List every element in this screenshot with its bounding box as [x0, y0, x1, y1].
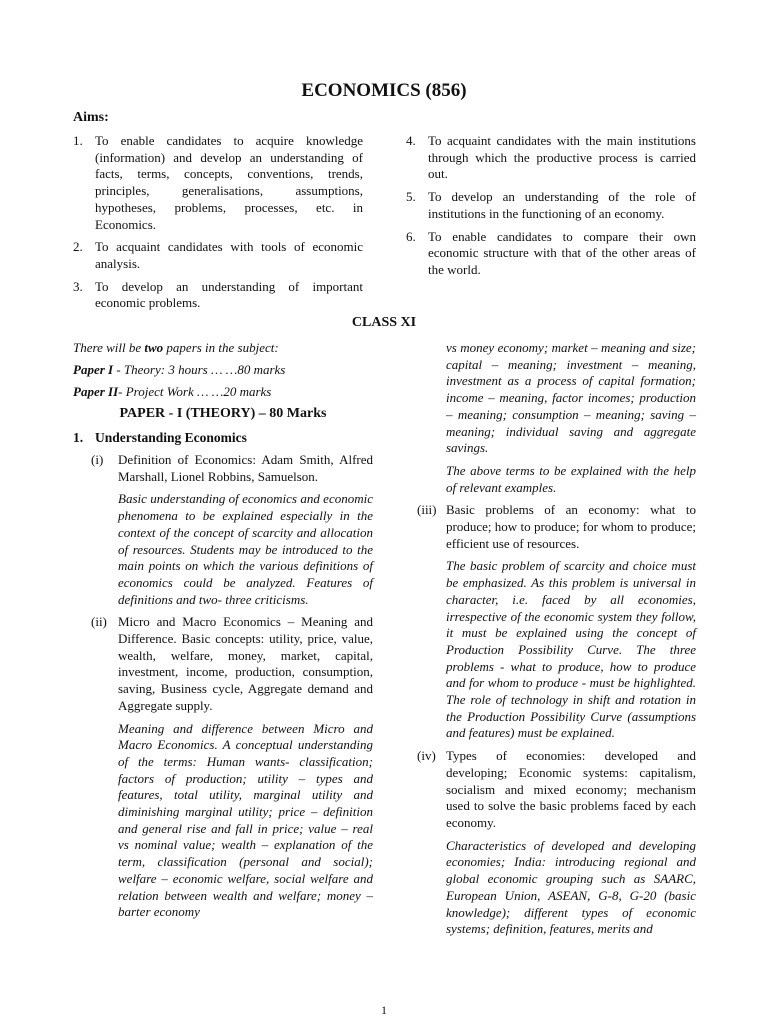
topic-text: Micro and Macro Economics – Meaning and Difference. Basic concepts: utility, price, value, wealth, welfare, money, market, capital, investment, income, production, consumption, saving, Business cycle, Aggregate demand and Aggregate supply. — [118, 614, 373, 713]
aim-item — [73, 133, 363, 233]
paper1-label: Paper I — [73, 362, 114, 377]
topic-note-text: Characteristics of developed and developing economies; India: introducing regional and global economic grouping such as SAARC, European Union, ASEAN, G-8, G-20 (basic knowledge); different types of economic systems; definition, features, merits and — [446, 837, 696, 937]
section-number: 1. — [73, 430, 84, 445]
topic-item — [73, 452, 373, 485]
topic-note — [73, 721, 373, 921]
topic-note — [406, 838, 696, 938]
topic-text: Basic problems of an economy: what to produce; how to produce; for whom to produce; efficient use of resources. — [446, 502, 696, 551]
topic-note — [406, 463, 696, 496]
topic-note-text: The basic problem of scarcity and choice must be emphasized. As this problem is universal in character, i.e. faced by all economies, irrespective of the economic system they follow, it must be explained using the concept of Production Possibility Curve. The three problems - what to produce, how to produce and for whom to produce - must be highlighted. The role of technology in shift and rotation in the Production Possibility Curve (assumptions and features) must be explained. — [446, 558, 696, 741]
aim-item — [73, 239, 363, 272]
topic-text: Definition of Economics: Adam Smith, Alfred Marshall, Lionel Robbins, Samuelson. — [118, 452, 373, 484]
aim-number: 5. — [406, 189, 416, 205]
aim-number: 6. — [406, 228, 416, 244]
intro-text: There will be — [73, 340, 145, 355]
right-column — [406, 340, 696, 944]
topic-text: Types of economies: developed and developing; Economic systems: capitalism, socialism and mixed economy; mechanism used to solve the basic problems faced by each economy. — [446, 748, 696, 830]
topic-note — [406, 558, 696, 742]
intro-text: papers in the subject: — [163, 340, 279, 355]
page-title: ECONOMICS (856) — [301, 80, 467, 101]
aim-text: To enable candidates to acquire knowledge (information) and develop an understanding of facts, terms, concepts, conventions, trends, principles, generalisations, assumptions, hypotheses, problems, processes, etc. in Economics. — [95, 133, 363, 232]
aim-number: 1. — [73, 133, 83, 148]
topic-note-text: vs money economy; market – meaning and size; capital – meaning; investment – meaning, investment as a process of capital formation; income – meaning, factor incomes; production – meaning; consumption – meaning; saving – meaning; individual saving and aggregate savings. — [446, 340, 696, 456]
aim-number: 2. — [73, 239, 83, 255]
paper-heading: PAPER - I (THEORY) – 80 Marks — [119, 406, 327, 421]
topic-item — [406, 748, 696, 832]
papers-intro — [73, 340, 373, 356]
topic-note — [73, 491, 373, 608]
aim-text: To enable candidates to compare their own economic structure with that of the other areas of the world. — [428, 228, 696, 277]
aim-number: 3. — [73, 278, 83, 294]
aim-item — [406, 189, 696, 222]
topic-note — [406, 340, 696, 457]
paper1-line — [73, 362, 373, 378]
topic-number: (ii) — [91, 614, 107, 630]
aim-text: To develop an understanding of the role of institutions in the functioning of an economy. — [428, 189, 696, 221]
aim-text: To acquaint candidates with tools of economic analysis. — [95, 239, 363, 271]
paper2-line — [73, 384, 373, 400]
topic-note-text: Meaning and difference between Micro and Macro Economics. A conceptual understanding of the terms: Human wants- classification; factors of production; utility – types and features, total utility, marginal utility and diminishing marginal utility; price – definition and general rise and fall in price; value – real vs nominal value; wealth – explanation of the term, classification (personal and social); welfare – economic welfare, social welfare and relation between wealth and welfare; money – barter economy — [118, 720, 373, 920]
aim-item — [73, 279, 363, 312]
aim-item — [406, 133, 696, 183]
paper1-text: - Theory: 3 hours … …80 marks — [113, 362, 286, 377]
topic-number: (iii) — [417, 502, 437, 518]
topic-note-text: Basic understanding of economics and economic phenomena to be explained especially in the context of the concept of scarcity and allocation of resources. Students may be introduced to the main points on which the various definitions of economics could be analyzed. Features of definitions and two- three criticisms. — [118, 491, 373, 607]
section-heading — [73, 430, 373, 446]
aim-item — [406, 229, 696, 279]
aims-right-column — [406, 133, 696, 285]
paper2-text: - Project Work … …20 marks — [118, 384, 272, 399]
topic-number: (iv) — [417, 748, 436, 764]
aim-text: To acquaint candidates with the main institutions through which the productive process is carried out. — [428, 133, 696, 182]
section-title: Understanding Economics — [95, 430, 247, 445]
intro-bold: two — [144, 340, 164, 355]
paper2-label: Paper II — [73, 384, 119, 399]
topic-number: (i) — [91, 452, 104, 467]
aims-heading: Aims: — [73, 110, 109, 125]
topic-item — [73, 614, 373, 714]
aim-text: To develop an understanding of important economic problems. — [95, 278, 363, 311]
class-heading: CLASS XI — [351, 315, 417, 330]
aim-number: 4. — [406, 133, 416, 148]
topic-item — [406, 502, 696, 552]
page-number: 1 — [381, 1003, 387, 1017]
topic-note-text: The above terms to be explained with the help of relevant examples. — [446, 462, 696, 495]
aims-left-column — [73, 133, 363, 318]
left-column — [73, 340, 373, 927]
